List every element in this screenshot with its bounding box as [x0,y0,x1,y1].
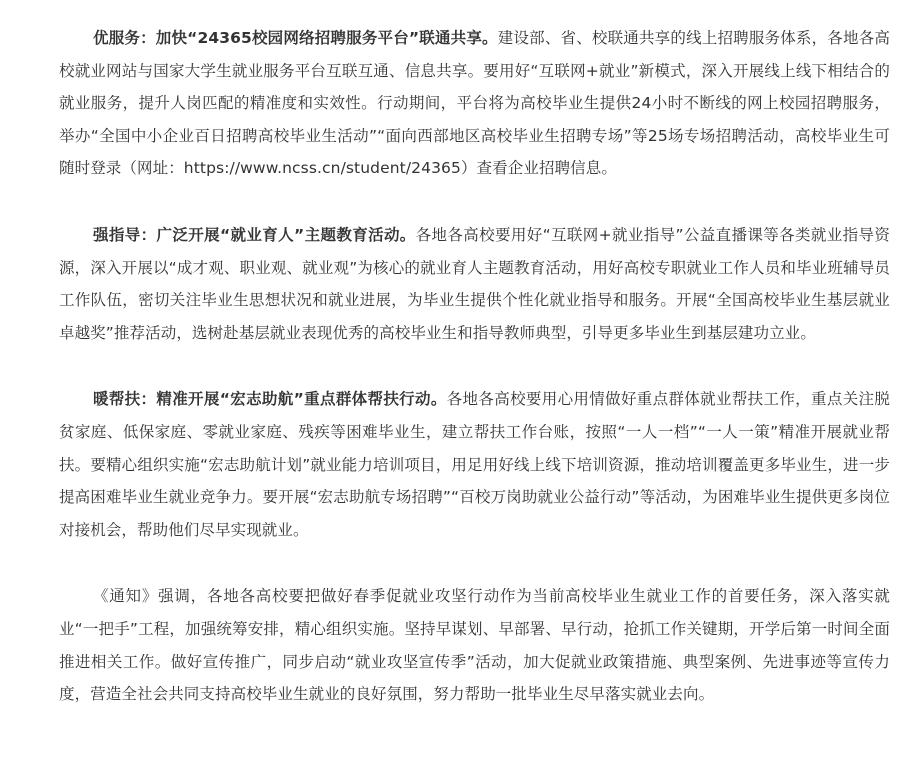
paragraph-optimize-service [59,22,890,185]
paragraph-text: 各地各高校要用心用情做好重点群体就业帮扶工作，重点关注脱贫家庭、低保家庭、零就业家庭、残疾等困难毕业生，建立帮扶工作台账，按照“一人一档”“一人一策”精准开展就业帮扶。要精心组织实施“宏志助航计划”就业能力培训项目，用足用好线上线下培训资源，推动培训覆盖更多毕业生，进一步提高困难毕业生就业竞争力。要开展“宏志助航专场招聘”“百校万岗助就业公益行动”等活动，为困难毕业生提供更多岗位对接机会，帮助他们尽早实现就业。 [59,390,890,539]
paragraph-lead: 强指导：广泛开展“就业育人”主题教育活动。 [93,225,416,244]
paragraph-warm-assistance [59,383,890,546]
paragraph-lead: 优服务：加快“24365校园网络招聘服务平台”联通共享。 [93,29,498,47]
paragraph-text: 各地各高校要用好“互联网+就业指导”公益直播课等各类就业指导资源，深入开展以“成才观、职业观、就业观”为核心的就业育人主题教育活动，用好高校专职就业工作人员和毕业班辅导员工作队伍，密切关注毕业生思想状况和就业进展，为毕业生提供个性化就业指导和服务。开展“全国高校毕业生基层就业卓越奖”推荐活动，选树赴基层就业表现优秀的高校毕业生和指导教师典型，引导更多毕业生到基层建功立业。 [59,225,890,342]
paragraph-text: 《通知》强调，各地各高校要把做好春季促就业攻坚行动作为当前高校毕业生就业工作的首要任务，深入落实就业“一把手”工程，加强统筹安排，精心组织实施。坚持早谋划、早部署、早行动，抢抓工作关键期，开学后第一时间全面推进相关工作。做好宣传推广，同步启动“就业攻坚宣传季”活动，加大促就业政策措施、典型案例、先进事迹等宣传力度，营造全社会共同支持高校毕业生就业的良好氛围，努力帮助一批毕业生尽早落实就业去向。 [59,587,890,704]
paragraph-notice-emphasis [59,580,890,710]
paragraph-strengthen-guidance [59,219,890,349]
paragraph-text: 建设部、省、校联通共享的线上招聘服务体系，各地各高校就业网站与国家大学生就业服务平台互联互通、信息共享。要用好“互联网+就业”新模式，深入开展线上线下相结合的就业服务，提升人岗匹配的精准度和实效性。行动期间，平台将为高校毕业生提供24小时不断线的网上校园招聘服务，举办“全国中小企业百日招聘高校毕业生活动”“面向西部地区高校毕业生招聘专场”等25场专场招聘活动，高校毕业生可随时登录（网址：https://www.ncss.cn/student/24365）查看企业招聘信息。 [59,29,890,178]
paragraph-lead: 暖帮扶：精准开展“宏志助航”重点群体帮扶行动。 [93,390,447,409]
